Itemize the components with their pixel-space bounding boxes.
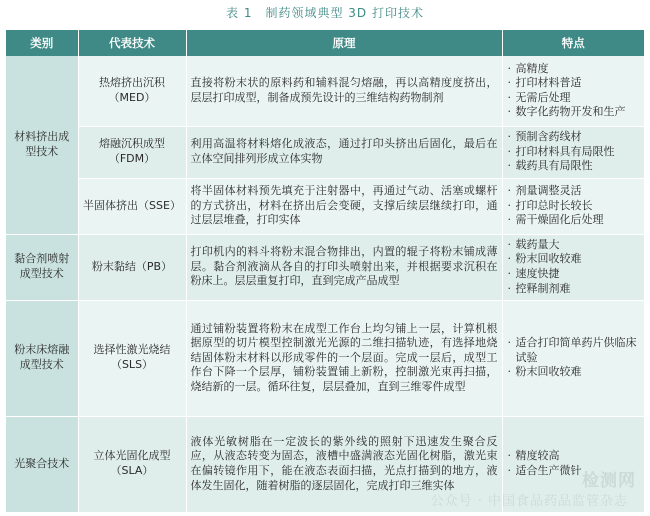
- technology-cell: 熔融沉积成型（FDM）: [78, 126, 186, 178]
- watermark-logo-text: 检测网: [582, 471, 636, 491]
- feature-item: · 无需后处理: [507, 91, 641, 106]
- header-row: [6, 30, 644, 56]
- features-cell: [502, 126, 644, 178]
- header-technology: 代表技术: [78, 30, 186, 56]
- principle-cell: 直接将粉末状的原料药和辅料混匀熔融，再以高精度度挤出，层层打印成型，制备成预先设计的三维结构药物制剂: [186, 56, 502, 126]
- principle-cell: 利用高温将材料熔化成液态，通过打印头挤出后固化，最后在立体空间排列形成立体实物: [186, 126, 502, 178]
- feature-item: · 精度较高: [507, 449, 641, 464]
- feature-item: · 预制含药线材: [507, 130, 641, 145]
- table-row: [6, 56, 644, 126]
- feature-item: · 高精度: [507, 62, 641, 77]
- category-cell: 黏合剂喷射成型技术: [6, 234, 78, 300]
- feature-item: · 打印材料具有局限性: [507, 145, 641, 160]
- principle-cell: 液体光敏树脂在一定波长的紫外线的照射下迅速发生聚合反应，从液态转变为固态，液槽中盛满液态光固化树脂，激光束在偏转镜作用下，能在液态表面扫描，光点打描到的地方，液体发生固化，随着树脂的逐层固化，完成打印三维实体: [186, 416, 502, 512]
- header-principle: 原理: [186, 30, 502, 56]
- features-cell: [502, 178, 644, 234]
- features-cell: [502, 234, 644, 300]
- technology-cell: 粉末黏结（PB）: [78, 234, 186, 300]
- category-cell: 光聚合技术: [6, 416, 78, 512]
- watermark-account-text: 公众号 · 中国食品药品监管杂志: [430, 494, 628, 509]
- feature-item: · 打印总时长较长: [507, 199, 641, 214]
- feature-item: · 适合打印简单药片供临床试验: [507, 336, 641, 365]
- features-cell: [502, 416, 644, 512]
- feature-item: · 剂量调整灵活: [507, 184, 641, 199]
- feature-item: · 载药量大: [507, 238, 641, 253]
- category-cell: 粉末床熔融成型技术: [6, 300, 78, 416]
- category-cell: 材料挤出成型技术: [6, 56, 78, 234]
- features-cell: [502, 56, 644, 126]
- feature-item: · 粉末回收较难: [507, 365, 641, 380]
- feature-item: · 适合生产微针: [507, 464, 641, 479]
- feature-item: · 数字化药物开发和生产: [507, 105, 641, 120]
- feature-item: · 控释制剂难: [507, 282, 641, 297]
- table-row: [6, 416, 644, 512]
- feature-item: · 速度快捷: [507, 267, 641, 282]
- table-row: [6, 126, 644, 178]
- features-cell: [502, 300, 644, 416]
- technology-cell: 选择性激光烧结（SLS）: [78, 300, 186, 416]
- principle-cell: 将半固体材料预先填充于注射器中，再通过气动、活塞或螺杆的方式挤出，材料在挤出后会变硬，支撑后续层继续打印，通过层层堆叠，打印实体: [186, 178, 502, 234]
- header-features: 特点: [502, 30, 644, 56]
- table-row: [6, 178, 644, 234]
- feature-item: · 载药具有局限性: [507, 159, 641, 174]
- principle-cell: 打印机内的料斗将粉末混合物排出，内置的辊子将粉末铺成薄层。黏合剂液滴从各自的打印头喷射出来，并根据要求沉积在粉床上。层层重复打印，直到完成产品成型: [186, 234, 502, 300]
- table-row: [6, 234, 644, 300]
- principle-cell: 通过铺粉装置将粉末在成型工作台上均匀铺上一层，计算机根据原型的切片模型控制激光光源的二维扫描轨迹，有选择地烧结固体粉末材料以形成零件的一个层面。完成一层后，成型工作台下降一个层厚，铺粉装置铺上新粉，控制激光束再扫描，烧结新的一层。循环往复，层层叠加，直到三维零件成型: [186, 300, 502, 416]
- feature-item: · 打印材料普适: [507, 76, 641, 91]
- technology-cell: 半固体挤出（SSE）: [78, 178, 186, 234]
- feature-item: · 粉末回收较难: [507, 252, 641, 267]
- feature-item: · 需干燥固化后处理: [507, 213, 641, 228]
- technology-cell: 立体光固化成型（SLA）: [78, 416, 186, 512]
- technology-cell: 热熔挤出沉积（MED）: [78, 56, 186, 126]
- header-category: 类别: [6, 30, 78, 56]
- table-row: [6, 300, 644, 416]
- tech-table: [6, 30, 644, 513]
- table-caption: 表 1 制药领域典型 3D 打印技术: [226, 6, 424, 20]
